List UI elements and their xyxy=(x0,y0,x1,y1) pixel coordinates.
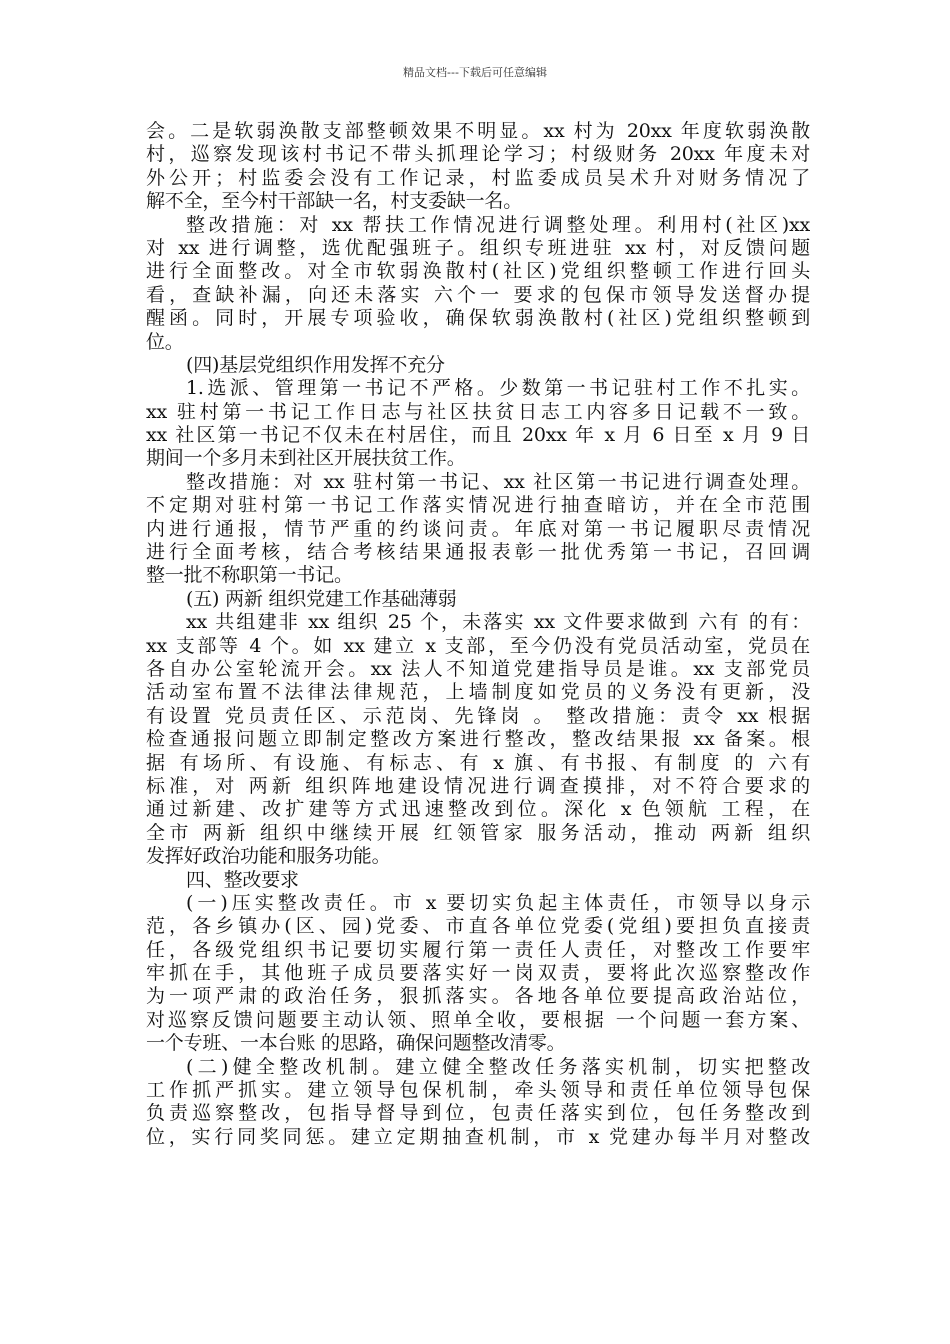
text-line: 各自办公室轮流开会。xx 法人不知道党建指导员是谁。xx 支部党员 xyxy=(146,657,810,680)
page-header: 精品文档---下载后可任意编辑 xyxy=(403,66,547,79)
text-line: 进行全面考核，结合考核结果通报表彰一批优秀第一书记，召回调 xyxy=(146,541,810,564)
text-line: 整改措施：对 xx 帮扶工作情况进行调整处理。利用村(社区)xx xyxy=(186,213,810,236)
text-line: 通过新建、改扩建等方式迅速整改到位。深化 x 色领航 工程，在 xyxy=(146,798,810,821)
text-line: xx 社区第一书记不仅未在村居住，而且 20xx 年 x 月 6 日至 x 月 9 日 xyxy=(146,424,810,447)
text-line: 据 有场所、有设施、有标志、有 x 旗、有书报、有制度 的 六有 xyxy=(146,751,810,774)
text-line: 有设置 党员责任区、示范岗、先锋岗 。 整改措施：责令 xx 根据 xyxy=(146,704,810,727)
text-line: 范，各乡镇办(区、园)党委、市直各单位党委(党组)要担负直接责 xyxy=(146,915,810,938)
text-line: 全市 两新 组织中继续开展 红领管家 服务活动，推动 两新 组织 xyxy=(146,821,810,844)
text-line: 外公开；村监委会没有工作记录，村监委成员吴术升对财务情况了 xyxy=(146,166,810,189)
text-line: 1.选派、管理第一书记不严格。少数第一书记驻村工作不扎实。 xyxy=(186,377,810,400)
text-line: 牢抓在手，其他班子成员要落实好一岗双责，要将此次巡察整改作 xyxy=(146,962,810,985)
text-line: 标准，对 两新 组织阵地建设情况进行调查摸排，对不符合要求的 xyxy=(146,774,810,797)
text-line: 四、整改要求 xyxy=(186,868,299,891)
text-line: 解不全，至今村干部缺一名，村支委缺一名。 xyxy=(146,190,523,213)
text-line: 整一批不称职第一书记。 xyxy=(146,564,353,587)
text-line: 为一项严肃的政治任务，狠抓落实。各地各单位要提高政治站位， xyxy=(146,985,810,1008)
document-body xyxy=(146,120,810,1149)
text-line: 负责巡察整改，包指导督导到位，包责任落实到位，包任务整改到 xyxy=(146,1102,810,1125)
text-line: 整改措施：对 xx 驻村第一书记、xx 社区第一书记进行调查处理。 xyxy=(186,470,810,493)
text-line: 进行全面整改。对全市软弱涣散村(社区)党组织整顿工作进行回头 xyxy=(146,260,810,283)
text-line: 村，巡察发现该村书记不带头抓理论学习；村级财务 20xx 年度未对 xyxy=(146,143,810,166)
text-line: (四)基层党组织作用发挥不充分 xyxy=(186,353,445,376)
text-line: (五) 两新 组织党建工作基础薄弱 xyxy=(186,587,457,610)
text-line: 看，查缺补漏，向还未落实 六个一 要求的包保市领导发送督办提 xyxy=(146,283,810,306)
text-line: 对巡察反馈问题要主动认领、照单全收，要根据 一个问题一套方案、 xyxy=(146,1008,810,1031)
text-line: 活动室布置不法律法律规范，上墙制度如党员的义务没有更新，没 xyxy=(146,681,810,704)
text-line: (二)健全整改机制。建立健全整改任务落实机制，切实把整改 xyxy=(186,1055,810,1078)
text-line: 位。 xyxy=(146,330,184,353)
text-line: 发挥好政治功能和服务功能。 xyxy=(146,845,391,868)
text-line: 会。二是软弱涣散支部整顿效果不明显。xx 村为 20xx 年度软弱涣散 xyxy=(146,120,810,142)
text-line: 任，各级党组织书记要切实履行第一责任人责任，对整改工作要牢 xyxy=(146,938,810,961)
text-line: xx 共组建非 xx 组织 25 个，未落实 xx 文件要求做到 六有 的有： xyxy=(186,611,810,634)
text-line: 期间一个多月未到社区开展扶贫工作。 xyxy=(146,447,466,470)
text-line: xx 驻村第一书记工作日志与社区扶贫日志工内容多日记载不一致。 xyxy=(146,400,810,423)
text-line: 醒函。同时，开展专项验收，确保软弱涣散村(社区)党组织整顿到 xyxy=(146,307,810,330)
text-line: 对 xx 进行调整，选优配强班子。组织专班进驻 xx 村，对反馈问题 xyxy=(146,236,810,259)
text-line: 不定期对驻村第一书记工作落实情况进行抽查暗访，并在全市范围 xyxy=(146,494,810,517)
text-line: 一个专班、一本台账 的思路，确保问题整改清零。 xyxy=(146,1032,566,1055)
text-line: (一)压实整改责任。市 x 要切实负起主体责任，市领导以身示 xyxy=(186,891,810,914)
text-line: xx 支部等 4 个。如 xx 建立 x 支部，至今仍没有党员活动室，党员在 xyxy=(146,634,810,657)
text-line: 工作抓严抓实。建立领导包保机制，牵头领导和责任单位领导包保 xyxy=(146,1079,810,1102)
text-line: 位，实行同奖同惩。建立定期抽查机制，市 x 党建办每半月对整改 xyxy=(146,1125,810,1148)
text-line: 内进行通报，情节严重的约谈问责。年底对第一书记履职尽责情况 xyxy=(146,517,810,540)
text-line: 检查通报问题立即制定整改方案进行整改，整改结果报 xx 备案。根 xyxy=(146,728,810,751)
